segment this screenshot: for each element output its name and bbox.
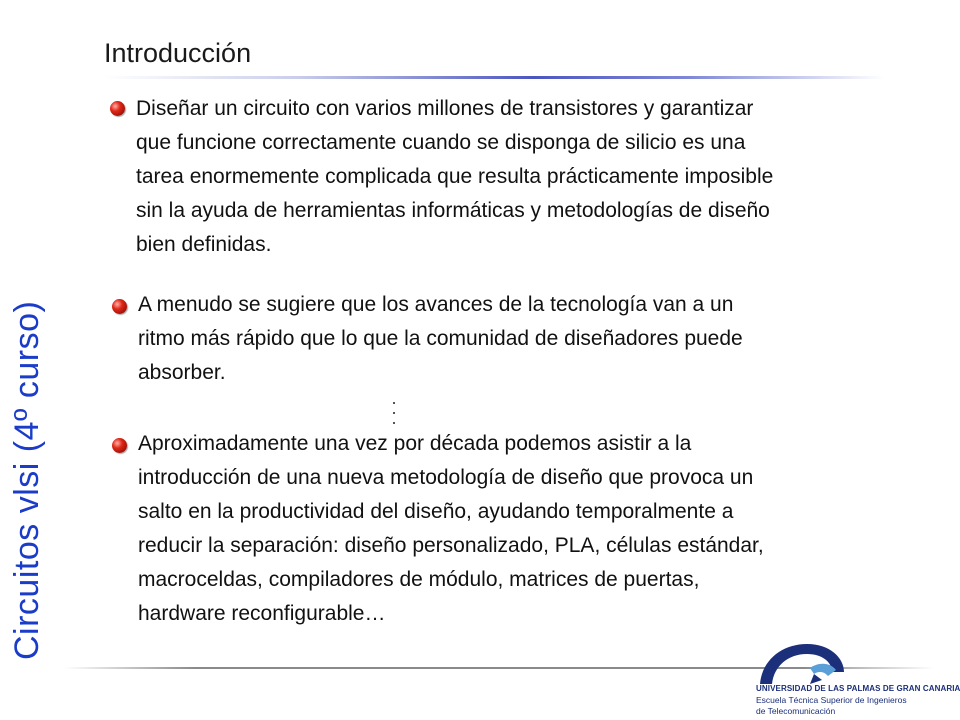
bullet-text: Diseñar un circuito con varios millones de transistores y garantizar que funcione correctamente cuando se disponga de silicio es una tarea enormemente complicada que resulta prácticamente imposible sin la ayuda de herramientas informáticas y metodologías de diseño bien definidas. [136,97,774,256]
course-title: Circuitos vlsi (4º curso) [8,300,46,660]
bullet-icon [110,101,125,116]
bullet-text: A menudo se sugiere que los avances de la tecnología van a un ritmo más rápido que lo que la comunidad de diseñadores puede absorber. [138,293,743,384]
title-underline [104,76,884,79]
bullet-icon [112,438,127,453]
page-title: Introducción [104,38,252,68]
logo-school-name-2: de Telecomunicación [756,706,836,716]
bullet-icon [112,299,127,314]
bullet-text: Aproximadamente una vez por década podemos asistir a la introducción de una nueva metodología de diseño que provoca un salto en la productividad del diseño, ayudando temporalmente a reducir la separación: diseño personalizado, PLA, células estándar, macroceldas, compiladores de módulo, matrices de puertas, hardware reconfigurable… [138,432,764,625]
university-logo-icon [752,640,942,686]
logo-university-name: UNIVERSIDAD DE LAS PALMAS DE GRAN CANARIA [756,684,960,693]
logo-school-name: Escuela Técnica Superior de Ingenieros [756,695,907,705]
university-logo [752,640,960,718]
